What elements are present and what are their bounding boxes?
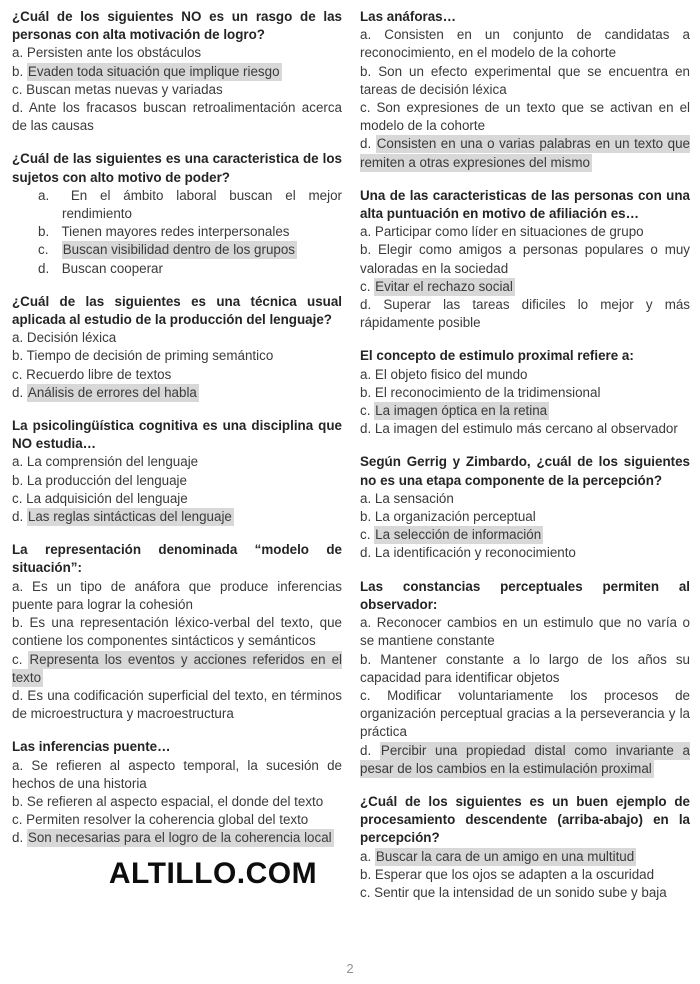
option-text: Mantener constante a lo largo de los años su capacidad para identificar objetos <box>360 651 690 685</box>
question-block <box>360 578 690 778</box>
options-list <box>360 26 690 172</box>
option-letter: b. <box>12 63 24 79</box>
option-text: Es un tipo de anáfora que produce inferencias puente para lograr la cohesión <box>12 578 342 612</box>
options-list <box>12 187 342 278</box>
option-letter: a. <box>12 45 24 61</box>
option-text: Evaden toda situación que implique riesgo <box>27 63 280 79</box>
option-text: Reconocer cambios en un estimulo que no varía o se mantiene constante <box>360 615 690 649</box>
answer-option <box>12 223 342 241</box>
answer-option <box>12 651 342 687</box>
answer-option <box>360 866 690 884</box>
answer-option <box>360 544 690 562</box>
option-letter: b. <box>360 242 372 258</box>
question-block <box>360 793 690 902</box>
option-text: Se refieren al aspecto espacial, el donde del texto <box>26 793 324 809</box>
option-letter: c. <box>12 81 23 97</box>
answer-option <box>12 241 342 259</box>
option-letter: c. <box>360 527 371 543</box>
option-letter: a. <box>12 578 24 594</box>
option-text: Persisten ante los obstáculos <box>26 45 202 61</box>
question-heading: Las constancias perceptuales permiten al observador: <box>360 578 690 612</box>
answer-option <box>360 223 690 241</box>
options-list <box>360 614 690 778</box>
answer-option <box>12 811 342 829</box>
option-letter: b. <box>360 63 372 79</box>
answer-option <box>360 241 690 277</box>
options-list <box>12 757 342 848</box>
option-text: Representa los eventos y acciones referidos en el texto <box>12 651 342 685</box>
options-list <box>12 44 342 135</box>
option-text: Tiempo de decisión de priming semántico <box>26 348 274 364</box>
answer-option <box>12 260 342 278</box>
option-text: Son un efecto experimental que se encuentra en tareas de decisión léxica <box>360 63 690 97</box>
question-heading: El concepto de estimulo proximal refiere a: <box>360 348 634 364</box>
option-letter: a. <box>12 454 24 470</box>
question-block <box>12 150 342 277</box>
answer-option <box>360 366 690 384</box>
answer-option <box>360 490 690 508</box>
question-heading: ¿Cuál de las siguientes es una técnica usual aplicada al estudio de la producción del lenguaje? <box>12 293 342 328</box>
answer-option <box>12 614 342 650</box>
option-text: La producción del lenguaje <box>26 472 187 488</box>
option-letter: d. <box>360 136 372 152</box>
option-letter: a. <box>360 224 372 240</box>
option-text: La sensación <box>374 490 454 506</box>
question-heading: La psicolingüística cognitiva es una disciplina que NO estudia… <box>12 418 342 452</box>
question-heading: Una de las caracteristicas de las personas con una alta puntuación en motivo de afiliación es… <box>360 187 690 222</box>
answer-option <box>360 384 690 402</box>
option-text: Análisis de errores del habla <box>27 384 197 400</box>
option-letter: c. <box>12 490 23 506</box>
question-block <box>360 8 690 172</box>
option-text: Ante los fracasos buscan retroalimentación acerca de las causas <box>12 100 342 134</box>
answer-option <box>12 687 342 723</box>
option-letter: a. <box>12 757 24 773</box>
option-letter: d. <box>360 742 372 758</box>
option-text: Sentir que la intensidad de un sonido sube y baja <box>374 884 667 900</box>
answer-option <box>360 278 690 296</box>
answer-option <box>12 472 342 490</box>
answer-option <box>360 526 690 544</box>
option-text: Buscan metas nuevas y variadas <box>26 81 223 97</box>
option-letter: a. <box>360 366 372 382</box>
option-letter: a. <box>360 615 372 631</box>
option-letter: b. <box>12 472 24 488</box>
answer-option <box>12 829 342 847</box>
answer-option <box>360 742 690 778</box>
option-text: La imagen óptica en la retina <box>375 403 548 419</box>
watermark-text: ALTILLO.COM <box>108 856 318 890</box>
questions-column-left <box>12 8 342 984</box>
option-text: Superar las tareas dificiles lo mejor y más rápidamente posible <box>360 297 690 331</box>
question-block <box>360 453 690 562</box>
option-text: Buscan visibilidad dentro de los grupos <box>62 242 295 258</box>
answer-option <box>12 44 342 62</box>
option-letter: c. <box>360 884 371 900</box>
options-list <box>360 490 690 563</box>
option-letter: b. <box>12 793 24 809</box>
answer-option <box>360 135 690 171</box>
option-text: La selección de información <box>375 527 542 543</box>
answer-option <box>360 63 690 99</box>
option-text: La adquisición del lenguaje <box>26 490 188 506</box>
option-letter: c. <box>360 100 371 116</box>
answer-option <box>12 490 342 508</box>
question-heading: La representación denominada “modelo de situación”: <box>12 542 342 576</box>
answer-option <box>360 26 690 62</box>
option-text: La comprensión del lenguaje <box>26 454 199 470</box>
option-text: Consisten en una o varias palabras en un texto que remiten a otras expresiones del mismo <box>360 136 690 170</box>
question-block <box>12 293 342 402</box>
answer-option <box>360 420 690 438</box>
options-list <box>360 848 690 903</box>
option-letter: a. <box>12 330 24 346</box>
option-text: La organización perceptual <box>374 509 536 525</box>
question-heading: Según Gerrig y Zimbardo, ¿cuál de los siguientes no es una etapa componente de la percepción? <box>360 454 690 488</box>
answer-option <box>12 578 342 614</box>
option-letter: b. <box>360 509 372 525</box>
option-text: Participar como líder en situaciones de grupo <box>374 224 644 240</box>
option-text: La identificación y reconocimiento <box>374 545 576 561</box>
question-heading: Las anáforas… <box>360 9 457 24</box>
question-block <box>12 8 342 135</box>
option-text: Buscan cooperar <box>61 260 163 276</box>
option-text: El reconocimiento de la tridimensional <box>374 384 601 400</box>
option-text: En el ámbito laboral buscan el mejor rendimiento <box>62 187 342 222</box>
option-text: El objeto fisico del mundo <box>374 366 528 382</box>
option-text: Buscar la cara de un amigo en una multitud <box>375 848 635 864</box>
option-text: Es una codificación superficial del texto, en términos de microestructura y macroestructura <box>12 687 342 722</box>
answer-option <box>12 793 342 811</box>
question-block <box>12 738 342 847</box>
option-letter: c. <box>12 812 23 828</box>
option-letter: a. <box>360 490 372 506</box>
question-block <box>360 187 690 333</box>
option-letter: d. <box>360 545 372 561</box>
option-letter: b. <box>38 224 50 240</box>
option-letter: a. <box>38 187 50 203</box>
answer-option <box>12 508 342 526</box>
options-list <box>12 578 342 724</box>
option-text: Esperar que los ojos se adapten a la oscuridad <box>374 866 655 882</box>
option-text: La imagen del estimulo más cercano al observador <box>374 421 678 437</box>
option-text: Tienen mayores redes interpersonales <box>61 224 290 240</box>
question-heading: Las inferencias puente… <box>12 739 171 755</box>
options-list <box>12 453 342 526</box>
answer-option <box>360 402 690 420</box>
option-text: Se refieren al aspecto temporal, la sucesión de hechos de una historia <box>12 757 342 791</box>
questions-column-right <box>360 8 690 984</box>
answer-option <box>12 63 342 81</box>
option-letter: d. <box>12 687 24 703</box>
answer-option <box>360 651 690 687</box>
option-letter: c. <box>360 687 371 703</box>
question-block <box>360 347 690 438</box>
option-letter: b. <box>360 651 372 667</box>
answer-option <box>12 329 342 347</box>
question-block <box>12 541 342 723</box>
answer-option <box>360 296 690 332</box>
option-letter: b. <box>12 615 24 631</box>
option-letter: b. <box>360 384 372 400</box>
answer-option <box>360 884 690 902</box>
option-text: Recuerdo libre de textos <box>26 366 172 382</box>
answer-option <box>360 99 690 135</box>
page-number: 2 <box>346 961 354 976</box>
answer-option <box>360 687 690 742</box>
option-letter: b. <box>360 866 372 882</box>
option-text: Son expresiones de un texto que se activan en el modelo de la cohorte <box>360 100 690 134</box>
option-letter: d. <box>12 830 24 846</box>
option-text: Percibir una propiedad distal como invariante a pesar de los cambios en la estimulación proximal <box>360 742 690 776</box>
option-letter: c. <box>360 278 371 294</box>
option-letter: a. <box>360 27 372 43</box>
question-heading: ¿Cuál de los siguientes NO es un rasgo de las personas con alta motivación de logro? <box>12 9 342 43</box>
option-letter: d. <box>12 384 24 400</box>
question-block <box>12 417 342 526</box>
answer-option <box>12 453 342 471</box>
question-heading: ¿Cuál de las siguientes es una caracteristica de los sujetos con alto motivo de poder? <box>12 151 342 185</box>
options-list <box>360 366 690 439</box>
option-letter: a. <box>360 848 372 864</box>
answer-option <box>12 384 342 402</box>
option-letter: c. <box>12 651 23 667</box>
answer-option <box>360 508 690 526</box>
option-text: Modificar voluntariamente los procesos de organización perceptual gracias a la perseverancia y la práctica <box>360 687 690 740</box>
option-letter: c. <box>360 403 371 419</box>
option-letter: b. <box>12 348 24 364</box>
answer-option <box>12 366 342 384</box>
option-text: Es una representación léxico-verbal del texto, que contiene los componentes sintácticos y semánticos <box>12 615 342 649</box>
option-letter: c. <box>12 366 23 382</box>
option-letter: d. <box>12 509 24 525</box>
answer-option <box>12 347 342 365</box>
option-text: Las reglas sintácticas del lenguaje <box>27 509 232 525</box>
option-letter: d. <box>360 297 372 313</box>
options-list <box>360 223 690 332</box>
option-text: Evitar el rechazo social <box>375 278 513 294</box>
option-letter: d. <box>360 421 372 437</box>
option-text: Son necesarias para el logro de la coherencia local <box>27 830 332 846</box>
answer-option <box>12 187 342 223</box>
question-heading: ¿Cuál de los siguientes es un buen ejemplo de procesamiento descendente (arriba-abajo) en la percepción? <box>360 793 690 846</box>
option-text: Elegir como amigos a personas populares o muy valoradas en la sociedad <box>360 242 690 276</box>
option-text: Permiten resolver la coherencia global del texto <box>26 812 309 828</box>
answer-option <box>360 848 690 866</box>
option-text: Decisión léxica <box>26 330 117 346</box>
option-letter: d. <box>12 100 24 116</box>
options-list <box>12 329 342 402</box>
option-text: Consisten en un conjunto de candidatas a reconocimiento, en el modelo de la cohorte <box>360 27 690 61</box>
answer-option <box>12 757 342 793</box>
answer-option <box>360 614 690 650</box>
option-letter: c. <box>38 242 49 258</box>
answer-option <box>12 99 342 135</box>
option-letter: d. <box>38 260 50 276</box>
answer-option <box>12 81 342 99</box>
